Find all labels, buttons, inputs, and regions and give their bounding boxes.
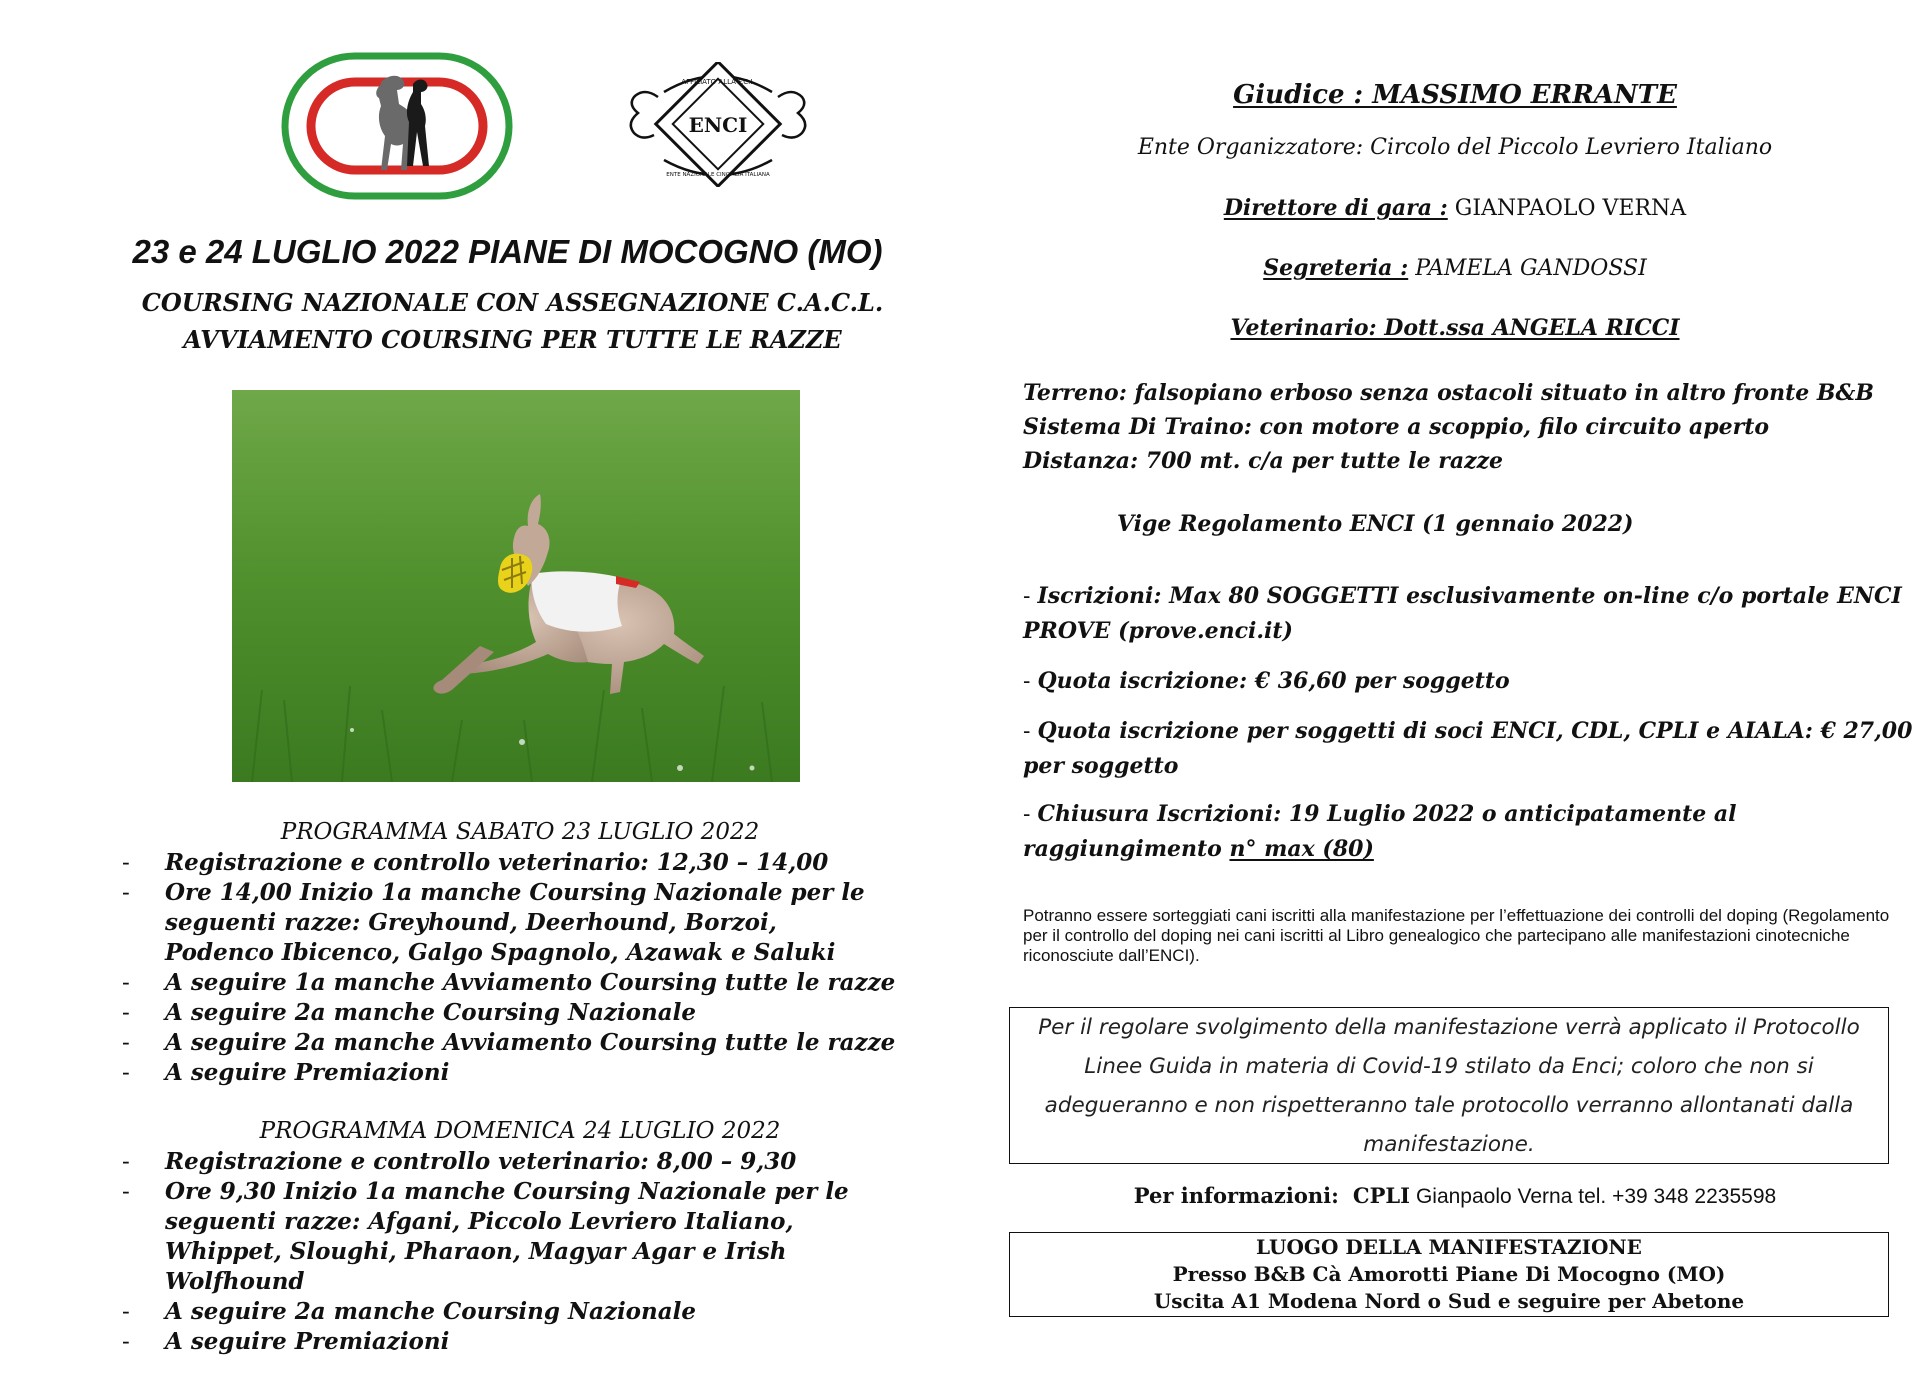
secretary-label: Segreteria : — [1263, 255, 1409, 281]
list-item: - A seguire Premiazioni — [122, 1059, 450, 1086]
enci-logo — [628, 62, 808, 187]
saturday-program-list — [122, 848, 982, 1088]
doping-note: Potranno essere sorteggiati cani iscritti alla manifestazione per l’effettuazione dei controlli del doping (Regolamento per il controllo del doping nei cani iscritti al Libro genealogico che partecipano alle manifestazioni cinotecniche riconosciute dall’ENCI). — [1023, 906, 1890, 965]
list-item: - A seguire 2a manche Coursing Nazionale — [122, 1298, 697, 1325]
registration-fee-members: - Quota iscrizione per soggetti di soci ENCI, CDL, CPLI e AIALA: € 27,00 per soggetto — [1023, 718, 1913, 779]
list-item: - A seguire Premiazioni — [122, 1328, 450, 1355]
covid-notice-box — [1009, 1007, 1889, 1164]
registration-closing: - Chiusura Iscrizioni: 19 Luglio 2022 o anticipatamente al raggiungimento n° max (80) — [1023, 801, 1737, 862]
director-label: Direttore di gara : — [1223, 195, 1448, 221]
list-item: - Ore 9,30 Inizio 1a manche Coursing Nazionale per le seguenti razze: Afgani, Piccolo Levriero Italiano, Whippet, Sloughi, Pharaon, Magyar Agar e Irish Wolfhound — [122, 1178, 849, 1295]
distance-line: Distanza: 700 mt. c/a per tutte le razze — [1023, 448, 1504, 474]
secretary-line — [1000, 255, 1910, 281]
subtitle-line-1: COURSING NAZIONALE CON ASSEGNAZIONE C.A.C.L. — [141, 288, 884, 317]
sunday-program-title: PROGRAMMA DOMENICA 24 LUGLIO 2022 — [259, 1118, 781, 1144]
saturday-program-title: PROGRAMMA SABATO 23 LUGLIO 2022 — [280, 819, 760, 845]
list-item: - A seguire 1a manche Avviamento Coursing tutte le razze — [122, 969, 896, 996]
secretary-name: PAMELA GANDOSSI — [1408, 256, 1647, 281]
venue-directions: Uscita A1 Modena Nord o Sud e seguire per Abetone — [1153, 1289, 1745, 1313]
enci-band-text: ENTE NAZIONALE CINOFILIA ITALIANA — [666, 172, 770, 178]
list-item: - Registrazione e controllo veterinario: 8,00 – 9,30 — [122, 1148, 797, 1175]
list-item: - A seguire 2a manche Avviamento Coursing tutte le razze — [122, 1029, 896, 1056]
venue-box — [1009, 1232, 1889, 1317]
venue-address: Presso B&B Cà Amorotti Piane Di Mocogno (MO) — [1172, 1262, 1726, 1286]
event-title: 23 e 24 LUGLIO 2022 PIANE DI MOCOGNO (MO) — [132, 233, 883, 270]
veterinarian-line: Veterinario: Dott.ssa ANGELA RICCI — [1230, 315, 1680, 341]
subtitle-line-2: AVVIAMENTO COURSING PER TUTTE LE RAZZE — [183, 325, 842, 354]
contact-details: Gianpaolo Verna tel. +39 348 2235598 — [1415, 1185, 1777, 1208]
enci-ring-text: AFFILIATO ALLA F.C.I. — [681, 78, 755, 86]
list-item: - A seguire 2a manche Coursing Nazionale — [122, 999, 697, 1026]
sunday-program-list — [122, 1147, 982, 1357]
traction-line: Sistema Di Traino: con motore a scoppio, filo circuito aperto — [1023, 414, 1770, 440]
contact-entity: CPLI — [1352, 1183, 1410, 1208]
event-subtitle — [60, 284, 965, 358]
director-line — [1000, 195, 1910, 221]
max-entries-link-text: n° max (80) — [1229, 836, 1374, 862]
cpli-logo — [281, 52, 513, 200]
registration-info: - Iscrizioni: Max 80 SOGGETTI esclusivamente on-line c/o portale ENCI PROVE (prove.enci.it) — [1023, 583, 1902, 644]
terrain-line: Terreno: falsopiano erboso senza ostacoli situato in altro fronte B&B — [1023, 380, 1874, 406]
regulation-line: Vige Regolamento ENCI (1 gennaio 2022) — [1117, 511, 1634, 537]
contact-line — [1000, 1183, 1910, 1209]
registration-fee: - Quota iscrizione: € 36,60 per soggetto — [1023, 668, 1510, 694]
covid-notice-text: Per il regolare svolgimento della manifestazione verrà applicato il Protocollo Linee Guida in materia di Covid-19 stilato da Enci; coloro che non si adegueranno e non rispetteranno tale protocollo verranno allontanati dalla manifestazione. — [1038, 1014, 1860, 1157]
greyhound-running-photo — [232, 390, 800, 782]
director-name: GIANPAOLO VERNA — [1447, 196, 1687, 221]
enci-monogram: ENCI — [688, 113, 748, 137]
organizer-line: Ente Organizzatore: Circolo del Piccolo Levriero Italiano — [1137, 135, 1773, 160]
contact-label: Per informazioni: — [1133, 1183, 1339, 1208]
list-item: - Ore 14,00 Inizio 1a manche Coursing Nazionale per le seguenti razze: Greyhound, Deerhound, Borzoi, Podenco Ibicenco, Galgo Spagnolo, Azawak e Saluki — [122, 879, 865, 966]
list-item: - Registrazione e controllo veterinario: 12,30 – 14,00 — [122, 849, 829, 876]
judge-line: Giudice : MASSIMO ERRANTE — [1233, 80, 1677, 110]
venue-title: LUOGO DELLA MANIFESTAZIONE — [1256, 1235, 1642, 1259]
